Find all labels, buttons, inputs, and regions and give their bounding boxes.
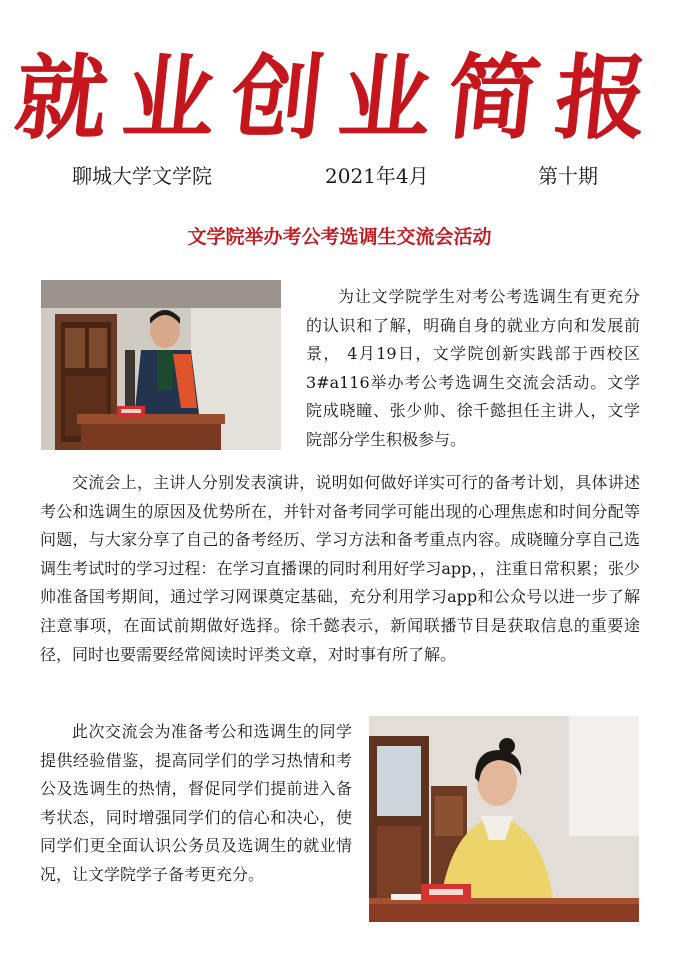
issue-date: 2021年4月 [325,164,429,188]
article-paragraph-conclusion: 此次交流会为准备考公和选调生的同学提供经验借鉴，提高同学们的学习热情和考公及选调生的热情，督促同学们提前进入备考状态，同时增强同学们的信心和决心，使同学们更全面认识公务员及选调生的就业情况，让文学院学子备考更充分。 [40,722,352,884]
speaker-photo-male [41,280,281,450]
issue-number: 第十期 [538,164,598,188]
speaker-photo-female [369,716,639,922]
institution-name: 聊城大学文学院 [72,164,212,188]
speaker-photo-male-illustration [41,280,281,450]
newsletter-masthead: 就业创业简报 [9,45,670,152]
article-paragraph-intro: 为让文学院学生对考公考选调生有更充分的认识和了解，明确自身的就业方向和发展前景， 4月19日，文学院创新实践部于西校区3#a116举办考公考选调生交流会活动。文学院成晓瞳、张少帅、徐千懿担任主讲人，文学院部分学生积极参与。 [306,287,640,449]
article-paragraph-details: 交流会上，主讲人分别发表演讲，说明如何做好详实可行的备考计划，具体讲述考公和选调生的原因及优势所在，并针对备考同学可能出现的心理焦虑和时间分配等问题，与大家分享了自己的备考经历、学习方法和备考重点内容。成晓瞳分享自己选调生考试时的学习过程：在学习直播课的同时利用好学习app，，注重日常积累；张少帅准备国考期间，通过学习网课奠定基础，充分利用学习app和公众号以进一步了解注意事项，在面试前期做好选择。徐千懿表示，新闻联播节目是获取信息的重要途径，同时也要需要经常阅读时评类文章，对时事有所了解。 [40,473,640,664]
speaker-photo-female-illustration [369,716,639,922]
article-headline: 文学院举办考公考选调生交流会活动 [187,226,492,248]
